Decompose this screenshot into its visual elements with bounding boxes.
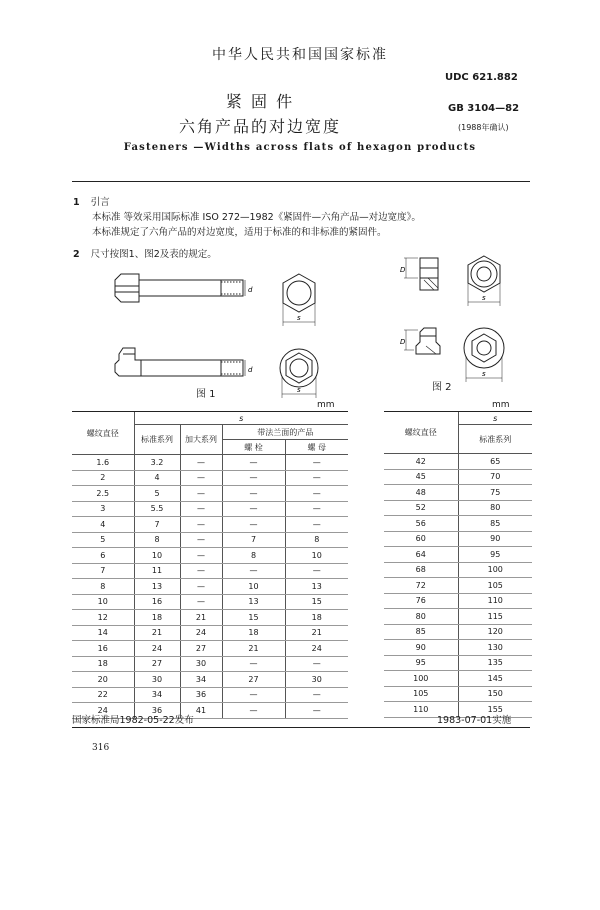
col-thread-diameter: 螺纹直径 [72, 412, 134, 455]
table-cell: 1.6 [72, 455, 134, 471]
table-row [72, 594, 348, 610]
table-cell: 16 [72, 641, 134, 657]
table-cell: 90 [458, 531, 532, 547]
table-cell: — [222, 455, 285, 471]
table-cell: — [222, 470, 285, 486]
table-cell: 15 [222, 610, 285, 626]
table-cell: — [285, 687, 348, 703]
col-standard-series: 标准系列 [134, 425, 180, 455]
table-cell: — [222, 703, 285, 719]
table-row [72, 610, 348, 626]
table-row [384, 516, 532, 532]
table-cell: 100 [384, 671, 458, 687]
col-s: s [134, 412, 348, 425]
table-cell: 8 [72, 579, 134, 595]
table-cell: — [285, 501, 348, 517]
table-cell: 5 [72, 532, 134, 548]
table-cell: 105 [458, 578, 532, 594]
table-cell: 7 [134, 517, 180, 533]
table-cell: 10 [222, 579, 285, 595]
table-row [72, 486, 348, 502]
section-2-text: 尺寸按图1、图2及表的规定。 [90, 249, 217, 260]
table-cell: 13 [222, 594, 285, 610]
table-row [384, 531, 532, 547]
table-cell: 20 [72, 672, 134, 688]
table-cell: 80 [384, 609, 458, 625]
table-cell: 85 [384, 624, 458, 640]
table-cell: 5 [134, 486, 180, 502]
table-row [72, 548, 348, 564]
col-thread-diameter-right: 螺纹直径 [384, 412, 458, 454]
table-row [384, 671, 532, 687]
table-cell: 10 [285, 548, 348, 564]
effective-date: 1983-07-01实施 [437, 715, 512, 726]
table-cell: — [285, 563, 348, 579]
fig1-label-s: s [297, 314, 301, 322]
table-cell: 21 [134, 625, 180, 641]
unit-right: mm [492, 400, 510, 410]
fig2-label-D: D [400, 266, 406, 274]
table-row [384, 562, 532, 578]
table-row [384, 469, 532, 485]
hex-end-view [283, 274, 315, 312]
table-row [72, 625, 348, 641]
table-cell: 21 [285, 625, 348, 641]
table-cell: 21 [180, 610, 222, 626]
table-cell: 4 [134, 470, 180, 486]
table-row [384, 655, 532, 671]
table-cell: 30 [134, 672, 180, 688]
table-cell: 21 [222, 641, 285, 657]
table-cell: — [285, 470, 348, 486]
table-cell: 42 [384, 454, 458, 470]
fig2-label-D-2: D [400, 338, 406, 346]
table-cell: 41 [180, 703, 222, 719]
table-row [72, 687, 348, 703]
table-cell: 150 [458, 686, 532, 702]
table-cell: 68 [384, 562, 458, 578]
table-cell: 6 [72, 548, 134, 564]
table-cell: 36 [134, 703, 180, 719]
section-1-heading [73, 194, 110, 208]
section-2-heading [73, 246, 217, 260]
table-cell: 70 [458, 469, 532, 485]
table-cell: 36 [180, 687, 222, 703]
table-cell: — [180, 579, 222, 595]
table-cell: 52 [384, 500, 458, 516]
fig1-label-d-2: d [248, 366, 253, 374]
section-1-title: 引言 [90, 197, 110, 208]
table-cell: 130 [458, 640, 532, 656]
table-row [72, 579, 348, 595]
table-cell: — [180, 532, 222, 548]
table-cell: 16 [134, 594, 180, 610]
header-rule [72, 181, 530, 182]
table-row [384, 640, 532, 656]
table-cell: 95 [384, 655, 458, 671]
table-cell: 64 [384, 547, 458, 563]
country-standard-heading: 中华人民共和国国家标准 [212, 47, 388, 63]
table-cell: 3 [72, 501, 134, 517]
table-cell: 10 [134, 548, 180, 564]
table-cell: 48 [384, 485, 458, 501]
table-cell: 12 [72, 610, 134, 626]
table-cell: — [180, 470, 222, 486]
table-cell: 24 [285, 641, 348, 657]
col-bolt: 螺 栓 [222, 440, 285, 455]
table-row [384, 500, 532, 516]
col-enlarged-series: 加大系列 [180, 425, 222, 455]
table-cell: 100 [458, 562, 532, 578]
table-cell: 56 [384, 516, 458, 532]
table-cell: — [222, 501, 285, 517]
fig1-label-s-2: s [297, 386, 301, 394]
table-cell: — [285, 703, 348, 719]
flanged-nut-side-view [416, 328, 440, 354]
table-row [72, 656, 348, 672]
table-cell: — [285, 486, 348, 502]
table-cell: — [180, 548, 222, 564]
table-row [384, 578, 532, 594]
fig2-label-s-2: s [482, 370, 486, 378]
table-cell: 7 [222, 532, 285, 548]
title-line2: 六角产品的对边宽度 [178, 117, 341, 136]
table-cell: — [180, 594, 222, 610]
fig1-label-d: d [248, 286, 253, 294]
table-cell: 34 [134, 687, 180, 703]
table-row [384, 485, 532, 501]
table-cell: — [222, 486, 285, 502]
table-cell: 27 [180, 641, 222, 657]
table-cell: 2 [72, 470, 134, 486]
issued-date: 国家标准局1982-05-22发布 [72, 715, 194, 726]
table-cell: 30 [285, 672, 348, 688]
fig2-label-s: s [482, 294, 486, 302]
table-cell: 120 [458, 624, 532, 640]
table-cell: — [180, 501, 222, 517]
table-cell: 22 [72, 687, 134, 703]
english-title: Fasteners —Widths across flats of hexagon products [123, 142, 477, 153]
left-dimension-table [72, 411, 348, 719]
table-cell: 60 [384, 531, 458, 547]
col-nut: 螺 母 [285, 440, 348, 455]
table-row [384, 686, 532, 702]
table-cell: 24 [72, 703, 134, 719]
gb-number: GB 3104—82 [448, 103, 520, 114]
table-cell: 18 [72, 656, 134, 672]
table-cell: 14 [72, 625, 134, 641]
table-cell: 115 [458, 609, 532, 625]
section-1-paragraph-1: 本标准 等效采用国际标准 ISO 272—1982《紧固件—六角产品—对边宽度》。 [92, 212, 421, 223]
table-row [384, 624, 532, 640]
table-cell: 85 [458, 516, 532, 532]
table-cell: — [222, 563, 285, 579]
table-row [72, 563, 348, 579]
table-cell: 18 [285, 610, 348, 626]
table-cell: 11 [134, 563, 180, 579]
table-cell: 34 [180, 672, 222, 688]
col-standard-series-right: 标准系列 [458, 425, 532, 454]
table-cell: 95 [458, 547, 532, 563]
table-cell: 105 [384, 686, 458, 702]
table-cell: 10 [72, 594, 134, 610]
table-cell: 2.5 [72, 486, 134, 502]
col-s-right: s [458, 412, 532, 425]
figure-2-drawing [392, 250, 532, 390]
table-cell: — [180, 517, 222, 533]
table-row [72, 455, 348, 471]
table-cell: — [222, 687, 285, 703]
table-cell: 75 [458, 485, 532, 501]
figure-1-caption: 图 1 [196, 389, 216, 400]
table-row [72, 501, 348, 517]
table-cell: 45 [384, 469, 458, 485]
table-cell: 7 [72, 563, 134, 579]
left-table-body [72, 455, 348, 719]
table-cell: 110 [384, 702, 458, 718]
table-row [384, 454, 532, 470]
table-cell: 65 [458, 454, 532, 470]
table-cell: 76 [384, 593, 458, 609]
table-cell: 13 [134, 579, 180, 595]
table-cell: 30 [180, 656, 222, 672]
title-line1: 紧 固 件 [225, 92, 295, 111]
table-cell: 145 [458, 671, 532, 687]
table-cell: 5.5 [134, 501, 180, 517]
table-cell: 110 [458, 593, 532, 609]
table-cell: 135 [458, 655, 532, 671]
table-row [72, 470, 348, 486]
table-cell: — [222, 656, 285, 672]
table-row [72, 517, 348, 533]
table-cell: 155 [458, 702, 532, 718]
flanged-bolt-head [115, 348, 141, 376]
udc-number: UDC 621.882 [445, 72, 518, 83]
table-cell: 24 [134, 641, 180, 657]
section-1-number: 1 [73, 197, 80, 208]
table-cell: 8 [285, 532, 348, 548]
section-2-number: 2 [73, 249, 80, 260]
table-cell: — [180, 486, 222, 502]
table-row [384, 547, 532, 563]
table-cell: 8 [134, 532, 180, 548]
table-cell: 72 [384, 578, 458, 594]
right-dimension-table [384, 411, 532, 718]
table-row [72, 532, 348, 548]
table-row [384, 593, 532, 609]
table-cell: 4 [72, 517, 134, 533]
table-cell: 13 [285, 579, 348, 595]
table-cell: — [285, 455, 348, 471]
table-cell: 18 [134, 610, 180, 626]
table-row [72, 641, 348, 657]
table-cell: 8 [222, 548, 285, 564]
col-flanged-products: 带法兰面的产品 [222, 425, 348, 440]
table-cell: — [180, 455, 222, 471]
figure-1-drawing [105, 262, 335, 410]
table-cell: 24 [180, 625, 222, 641]
page-number: 316 [92, 743, 110, 753]
table-row [72, 672, 348, 688]
unit-left: mm [317, 400, 335, 410]
table-cell: 27 [222, 672, 285, 688]
table-cell: — [180, 563, 222, 579]
table-cell: 80 [458, 500, 532, 516]
confirmed-note: (1988年确认) [458, 123, 509, 132]
footer-rule [72, 727, 530, 728]
right-table-body [384, 454, 532, 718]
table-cell: 90 [384, 640, 458, 656]
table-cell: — [285, 517, 348, 533]
table-cell: 3.2 [134, 455, 180, 471]
table-row [384, 609, 532, 625]
table-cell: — [222, 517, 285, 533]
bolt-head-side [115, 274, 139, 302]
table-cell: — [285, 656, 348, 672]
section-1-paragraph-2: 本标准规定了六角产品的对边宽度，适用于标准的和非标准的紧固件。 [92, 227, 387, 238]
table-cell: 15 [285, 594, 348, 610]
figure-2-caption: 图 2 [432, 382, 452, 393]
table-cell: 27 [134, 656, 180, 672]
table-cell: 18 [222, 625, 285, 641]
